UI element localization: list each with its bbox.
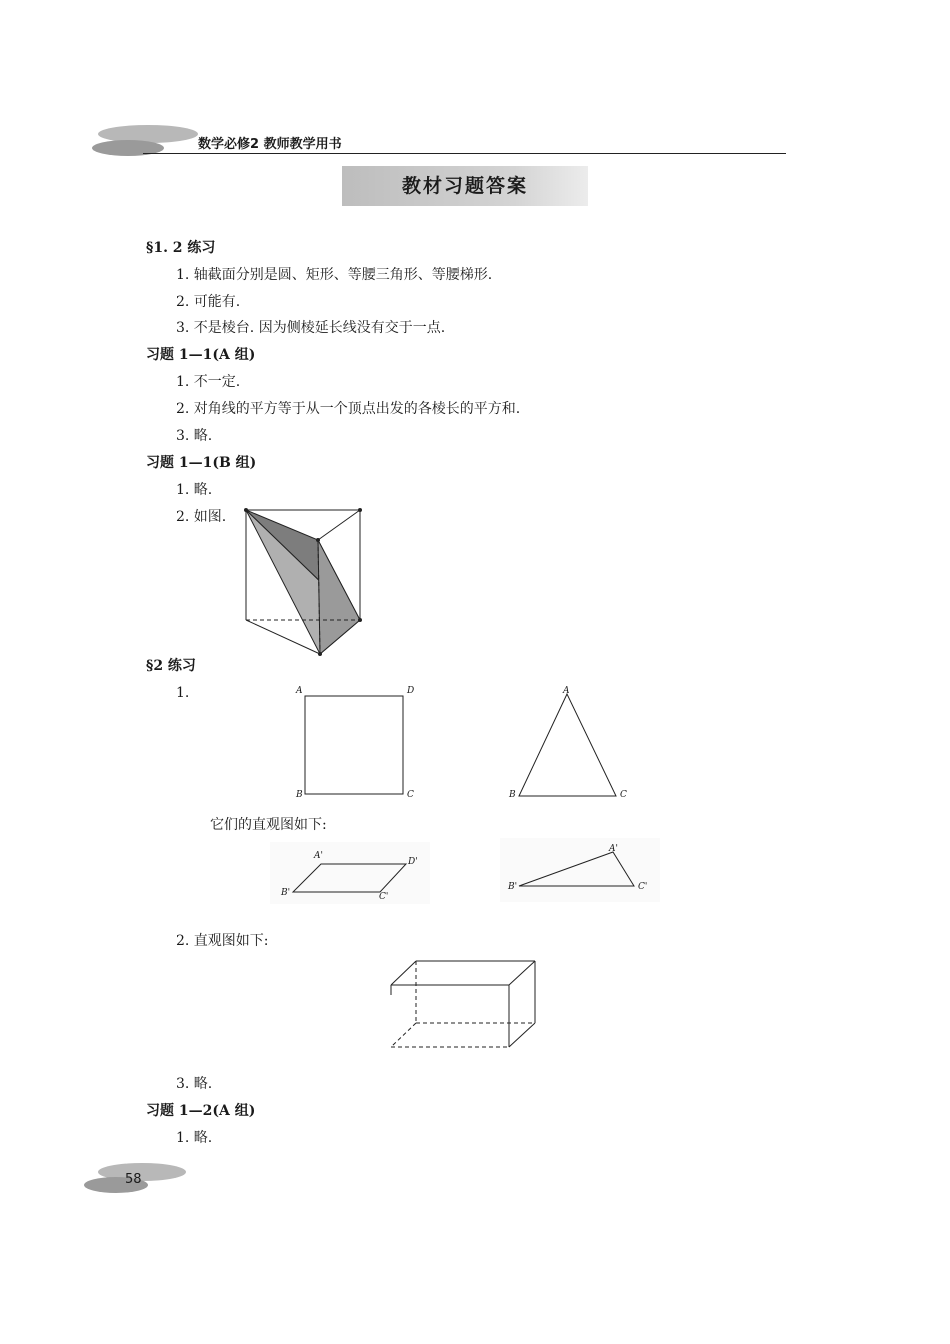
vertex-label: B' <box>281 888 291 898</box>
square-figure <box>290 682 420 806</box>
triangle-figure <box>500 684 630 804</box>
prism-figure <box>236 502 370 662</box>
header-swoosh-icon <box>88 120 208 164</box>
header-rule <box>143 153 786 154</box>
line-answer: 1. 略. <box>176 1130 213 1146</box>
oblique-triangle-figure <box>500 838 660 902</box>
parallelogram-figure <box>270 842 430 904</box>
line-answer: 3. 略. <box>176 1076 213 1092</box>
line-exercise-heading: 习题 1—1(A 组) <box>146 347 256 363</box>
line-answer: 2. 对角线的平方等于从一个顶点出发的各棱长的平方和. <box>176 401 521 417</box>
line-caption: 它们的直观图如下: <box>210 817 327 833</box>
line-answer: 1. 不一定. <box>176 374 241 390</box>
line-section-1-2: §1. 2 练习 <box>146 240 216 256</box>
vertex-label: A <box>296 686 303 696</box>
line-answer: 1. 略. <box>176 482 213 498</box>
vertex-label: C <box>620 790 627 800</box>
vertex-label: B <box>296 790 303 800</box>
vertex-label: B' <box>508 882 518 892</box>
line-answer: 3. 略. <box>176 428 213 444</box>
header-book-title: 数学必修2 教师教学用书 <box>198 137 342 152</box>
line-answer: 2. 如图. <box>176 509 227 525</box>
line-exercise-heading: 习题 1—1(B 组) <box>146 455 257 471</box>
line-answer: 2. 可能有. <box>176 294 241 310</box>
vertex-label: D <box>407 686 415 696</box>
page-number: 58 <box>125 1172 142 1187</box>
vertex-label: C' <box>638 882 648 892</box>
line-answer: 1. 轴截面分别是圆、矩形、等腰三角形、等腰梯形. <box>176 267 493 283</box>
vertex-label: A <box>563 686 570 696</box>
line-answer: 3. 不是棱台. 因为侧棱延长线没有交于一点. <box>176 320 446 336</box>
vertex-label: C' <box>379 892 389 902</box>
box-figure <box>385 955 545 1055</box>
line-answer: 2. 直观图如下: <box>176 933 269 949</box>
vertex-label: A' <box>314 851 323 861</box>
line-exercise-heading: 习题 1—2(A 组) <box>146 1103 256 1119</box>
line-section-2: §2 练习 <box>146 658 196 674</box>
line-answer: 1. <box>176 685 190 701</box>
section-title: 教材习题答案 <box>401 175 528 197</box>
vertex-label: A' <box>609 844 618 854</box>
vertex-label: C <box>407 790 414 800</box>
vertex-label: D' <box>408 857 418 867</box>
vertex-label: B <box>509 790 516 800</box>
